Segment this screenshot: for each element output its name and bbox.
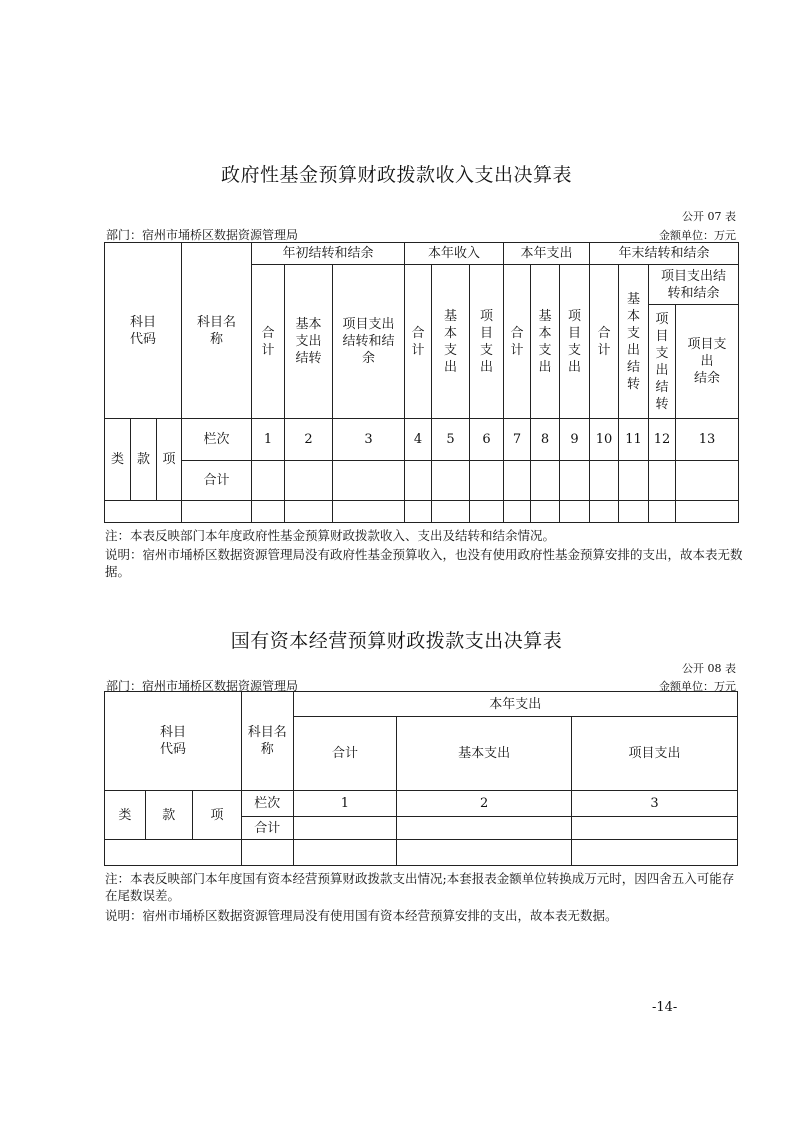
cell bbox=[504, 501, 531, 523]
col-number: 3 bbox=[571, 791, 737, 817]
header-group-expense: 本年支出 bbox=[293, 692, 738, 717]
header-kuan: 款 bbox=[145, 791, 192, 840]
col-number: 11 bbox=[619, 419, 649, 461]
table1-unit: 金额单位：万元 bbox=[659, 229, 736, 242]
cell bbox=[560, 461, 590, 501]
cell bbox=[676, 461, 739, 501]
cell bbox=[333, 461, 405, 501]
cell bbox=[252, 461, 285, 501]
table1 bbox=[104, 242, 739, 523]
table1-explanation: 说明：宿州市埇桥区数据资源管理局没有政府性基金预算收入，也没有使用政府性基金预算安排的支出，故本表无数据。 bbox=[105, 547, 743, 579]
col-number: 1 bbox=[293, 791, 397, 817]
cell bbox=[285, 501, 333, 523]
header-xiang: 项 bbox=[157, 419, 182, 501]
col-number: 13 bbox=[676, 419, 739, 461]
table1-title: 政府性基金预算财政拨款收入支出决算表 bbox=[220, 164, 572, 186]
table1-note: 注：本表反映部门本年度政府性基金预算财政拨款收入、支出及结转和结余情况。 bbox=[105, 528, 556, 543]
cell bbox=[432, 501, 470, 523]
cell bbox=[182, 501, 252, 523]
cell bbox=[397, 817, 572, 840]
header-subject-code: 科目 代码 bbox=[105, 243, 182, 419]
table2-code: 公开 08 表 bbox=[682, 662, 736, 675]
page-number: -14- bbox=[652, 1000, 678, 1015]
row-label-heji: 合计 bbox=[242, 817, 293, 840]
table2-explanation: 说明：宿州市埇桥区数据资源管理局没有使用国有资本经营预算安排的支出，故本表无数据。 bbox=[105, 908, 618, 923]
header-group-expense: 本年支出 bbox=[504, 243, 590, 265]
header-xiang: 项 bbox=[192, 791, 241, 840]
col-number: 1 bbox=[252, 419, 285, 461]
header-end-project-carry: 项 目 支 出 结 转 bbox=[649, 305, 676, 419]
col-number: 4 bbox=[405, 419, 432, 461]
cell bbox=[470, 501, 504, 523]
cell bbox=[105, 501, 182, 523]
col-number: 5 bbox=[432, 419, 470, 461]
table2-unit: 金额单位：万元 bbox=[659, 680, 736, 693]
col-number: 7 bbox=[504, 419, 531, 461]
table2-department: 部门：宿州市埇桥区数据资源管理局 bbox=[106, 679, 299, 693]
col-number: 6 bbox=[470, 419, 504, 461]
cell bbox=[649, 461, 676, 501]
row-label-heji: 合计 bbox=[182, 461, 252, 501]
cell bbox=[531, 461, 560, 501]
header-begin-project: 项目支出 结转和结 余 bbox=[333, 265, 405, 419]
col-number: 10 bbox=[590, 419, 619, 461]
header-income-project: 项 目 支 出 bbox=[470, 265, 504, 419]
cell bbox=[504, 461, 531, 501]
cell bbox=[333, 501, 405, 523]
cell bbox=[432, 461, 470, 501]
cell bbox=[470, 461, 504, 501]
header-expense-basic: 基 本 支 出 bbox=[531, 265, 560, 419]
cell bbox=[676, 501, 739, 523]
cell bbox=[405, 501, 432, 523]
header-project: 项目支出 bbox=[571, 717, 737, 791]
cell bbox=[285, 461, 333, 501]
header-subject-code: 科目 代码 bbox=[105, 692, 242, 791]
header-end-total: 合 计 bbox=[590, 265, 619, 419]
cell bbox=[590, 501, 619, 523]
col-number: 8 bbox=[531, 419, 560, 461]
table1-code: 公开 07 表 bbox=[682, 210, 736, 223]
cell bbox=[293, 840, 397, 866]
cell bbox=[649, 501, 676, 523]
header-begin-total: 合 计 bbox=[252, 265, 285, 419]
cell bbox=[405, 461, 432, 501]
table2-note: 注：本表反映部门本年度国有资本经营预算财政拨款支出情况;本套报表金额单位转换成万元时，因四舍五入可能存在尾数误差。 bbox=[105, 871, 735, 903]
header-subject-name: 科目名 称 bbox=[182, 243, 252, 419]
cell bbox=[571, 817, 737, 840]
col-number: 12 bbox=[649, 419, 676, 461]
header-group-end: 年末结转和结余 bbox=[590, 243, 739, 265]
header-group-income: 本年收入 bbox=[405, 243, 504, 265]
cell bbox=[590, 461, 619, 501]
header-lei: 类 bbox=[105, 419, 131, 501]
col-number: 2 bbox=[397, 791, 572, 817]
header-income-total: 合 计 bbox=[405, 265, 432, 419]
table2-title: 国有资本经营预算财政拨款支出决算表 bbox=[230, 630, 563, 652]
cell bbox=[619, 501, 649, 523]
cell bbox=[105, 840, 242, 866]
cell bbox=[397, 840, 572, 866]
header-income-basic: 基 本 支 出 bbox=[432, 265, 470, 419]
header-lei: 类 bbox=[105, 791, 146, 840]
table1-department: 部门：宿州市埇桥区数据资源管理局 bbox=[106, 228, 299, 242]
table2 bbox=[104, 691, 738, 866]
header-kuan: 款 bbox=[131, 419, 157, 501]
cell bbox=[252, 501, 285, 523]
cell bbox=[242, 840, 293, 866]
col-number: 9 bbox=[560, 419, 590, 461]
cell bbox=[531, 501, 560, 523]
header-begin-basic: 基本 支出 结转 bbox=[285, 265, 333, 419]
header-end-basic: 基 本 支 出 结 转 bbox=[619, 265, 649, 419]
header-end-project-group: 项目支出结 转和结余 bbox=[649, 265, 739, 305]
header-total: 合计 bbox=[293, 717, 397, 791]
col-number: 2 bbox=[285, 419, 333, 461]
cell bbox=[619, 461, 649, 501]
cell bbox=[293, 817, 397, 840]
row-label-lanci: 栏次 bbox=[182, 419, 252, 461]
header-expense-total: 合 计 bbox=[504, 265, 531, 419]
header-subject-name: 科目名 称 bbox=[242, 692, 293, 791]
header-basic: 基本支出 bbox=[397, 717, 572, 791]
cell bbox=[560, 501, 590, 523]
header-end-project-balance: 项目支 出 结余 bbox=[676, 305, 739, 419]
row-label-lanci: 栏次 bbox=[242, 791, 293, 817]
header-expense-project: 项 目 支 出 bbox=[560, 265, 590, 419]
header-group-begin: 年初结转和结余 bbox=[252, 243, 405, 265]
cell bbox=[571, 840, 737, 866]
col-number: 3 bbox=[333, 419, 405, 461]
